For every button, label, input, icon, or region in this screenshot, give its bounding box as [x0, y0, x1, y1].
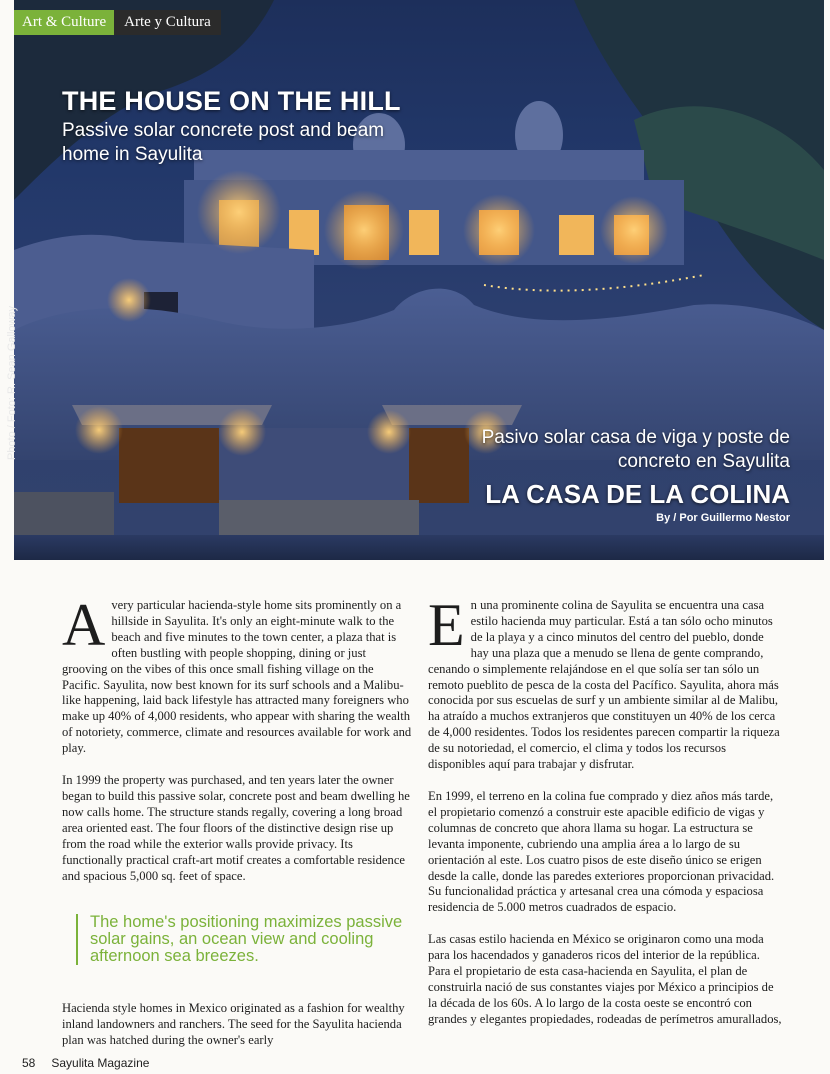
section-tag-spanish: Arte y Cultura — [114, 10, 221, 35]
page-footer — [22, 1056, 149, 1070]
page-number: 58 — [22, 1056, 36, 1070]
photo-credit: Photo / Foto: R. Sean Galloway — [6, 305, 18, 460]
drop-cap-spanish: E — [428, 592, 465, 658]
headline-spanish: LA CASA DE LA COLINA — [485, 479, 790, 509]
subheadline-spanish: Pasivo solar casa de viga y poste de concreto en Sayulita — [481, 427, 790, 472]
subheadline-english: Passive solar concrete post and beam home in Sayulita — [62, 120, 385, 165]
magazine-name: Sayulita Magazine — [51, 1056, 150, 1070]
spanish-paragraph-1 — [428, 592, 784, 773]
spanish-paragraph-3: Las casas estilo hacienda en México se originaron como una moda para los hacendados y ganaderos ricos del interior de la república. Para el propietario de esta casa-hacienda en Sayulita, el plan de construirla nació de sus constantes viajes por México a principios de la década de los 60s. A lo largo de la costa oeste se encontró con grandes y elegantes propiedades, rodeadas de perímetros amurallados, — [428, 932, 782, 1026]
english-paragraph-2: In 1999 the property was purchased, and ten years later the owner began to build this passive solar, concrete post and beam dwelling he now calls home. The structure stands regally, covering a long broad area oriented east. The four floors of the distinctive design rise up from the road while the exterior walls provide privacy. Its functionally practical craft-art motif creates a comfortable residence and spacious 5,000 sq. feet of space. — [62, 773, 410, 883]
drop-cap-english: A — [62, 592, 106, 658]
english-paragraph-1 — [62, 592, 412, 757]
spanish-column — [428, 592, 784, 1044]
english-paragraph-3: Hacienda style homes in Mexico originated as a fashion for wealthy inland landowners and ranchers. The seed for the Sayulita hacienda plan was hatched during the owner's early — [62, 1001, 405, 1048]
byline: By / Por Guillermo Nestor — [656, 512, 790, 524]
spanish-paragraph-1-text: n una prominente colina de Sayulita se encuentra una casa estilo hacienda muy particular. Está a tan sólo ocho minutos de la playa y a cinco minutos del centro del pueblo, donde hay una plaza que a menudo se llena de gente comprando, cenando o simplemente relajándose en el que solía ser tan sólo un remoto pueblito de pesca de la costa del Pacífico. Sayulita, ahora más conocida por sus escuelas de surf y un ambiente similar al de Malibu, ha atraído a muchos extranjeros que constituyen un 40% de los cerca de 4,000 residentes. Todos los residentes parecen compartir la riqueza de su notoriedad, el comercio, el clima y todos los recursos disponibles aquí para trabajar y disfrutar. — [428, 598, 780, 772]
english-paragraph-1-text: very particular hacienda-style home sits prominently on a hillside in Sayulita. It's only an eight-minute walk to the beach and five minutes to the town center, a plaza that is often bustling with people shopping, dining or just grooving on the vibes of this once small fishing village on the Pacific. Sayulita, now best known for its surf schools and a Malibu-like happening, laid back lifestyle has attracted many foreigners who make up 40% of 4,000 residents, who appear with sharing the wealth of notoriety, commerce, climate and resources available for work and play. — [62, 598, 412, 756]
spanish-paragraph-2: En 1999, el terreno en la colina fue comprado y diez años más tarde, el propietario comenzó a construir este apacible edificio de vigas y columnas de concreto que ahora llama su hogar. La estructura se levanta imponente, cubriendo una amplia área a lo largo de su orientación al este. Los cuatro pisos de este diseño único se erigen desde la calle, donde las paredes exteriores proporcionan privacidad. Su funcionalidad práctica y artesanal crea una cómoda y espaciosa residencia de 5.000 metros cuadrados de espacio. — [428, 788, 775, 915]
english-column — [62, 592, 412, 1065]
house-illustration — [14, 0, 824, 560]
section-tags — [14, 10, 221, 35]
section-tag-english: Art & Culture — [14, 10, 114, 35]
pull-quote: The home's positioning maximizes passive solar gains, an ocean view and cooling afternoon sea breezes. — [76, 914, 412, 965]
hero-photo — [14, 0, 824, 560]
headline-english: THE HOUSE ON THE HILL — [62, 86, 401, 116]
